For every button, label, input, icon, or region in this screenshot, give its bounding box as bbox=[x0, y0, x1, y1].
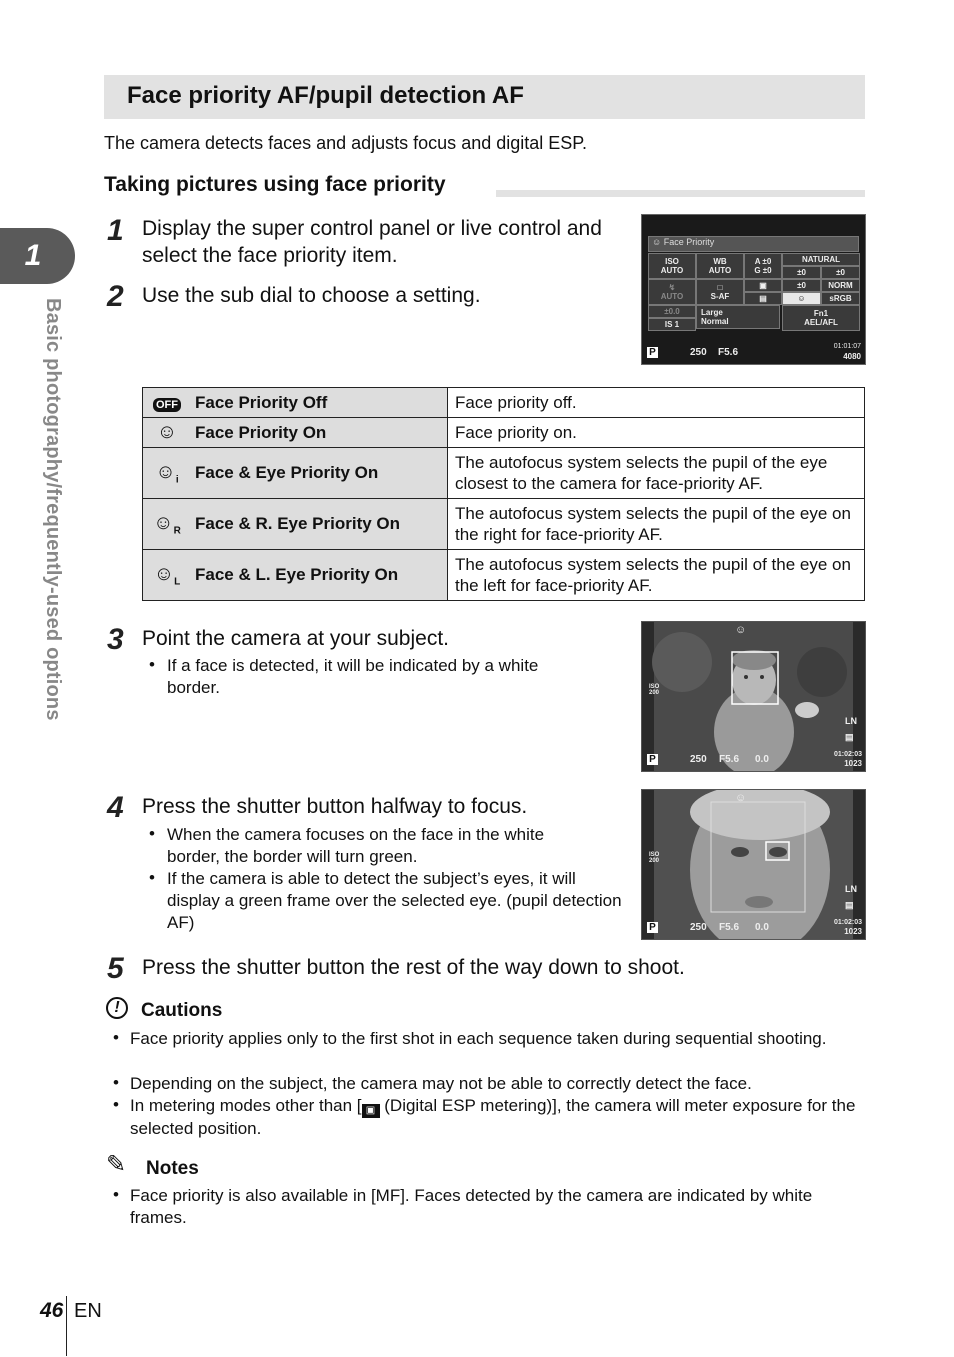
step-text: Press the shutter button halfway to focus. bbox=[142, 795, 528, 818]
shutter-speed: 250 bbox=[690, 754, 707, 765]
wb-cell: WB AUTO bbox=[696, 253, 744, 279]
table-row bbox=[143, 388, 865, 418]
face-eye-icon: ☺ bbox=[735, 792, 747, 804]
flash-cell: ↯ AUTO bbox=[648, 279, 696, 305]
step-number: 3 bbox=[107, 623, 124, 656]
shutter-speed: 250 bbox=[690, 347, 707, 358]
mode-badge: P bbox=[647, 922, 658, 933]
caution-icon: ! bbox=[106, 997, 128, 1019]
shots-remaining: 1023 bbox=[844, 927, 862, 936]
face-icon: ☺ bbox=[652, 237, 662, 247]
sharpness-cell: ±0 bbox=[782, 266, 821, 279]
recording-time: 01:02:03 bbox=[833, 919, 862, 926]
quality-icon: LN bbox=[845, 716, 857, 726]
step-text: Point the camera at your subject. bbox=[142, 627, 449, 650]
color-space-cell: sRGB bbox=[821, 292, 860, 305]
shots-remaining: 1023 bbox=[844, 759, 862, 768]
iso-cell: ISO AUTO bbox=[648, 253, 696, 279]
footer-divider bbox=[66, 1296, 67, 1356]
fn-cell: Fn1 AEL/AFL bbox=[782, 305, 860, 331]
image-quality-cell: Large Normal bbox=[696, 305, 780, 329]
page-number: 46 bbox=[40, 1299, 64, 1322]
drive-icon: ▤ bbox=[845, 732, 854, 742]
aperture: F5.6 bbox=[719, 922, 740, 933]
step-number: 4 bbox=[107, 791, 124, 824]
exposure-comp: 0.0 bbox=[755, 754, 769, 765]
contrast-cell: ±0 bbox=[821, 266, 860, 279]
face-l-eye-icon: $☺_L$ bbox=[143, 550, 192, 601]
mode-badge: P bbox=[647, 754, 658, 765]
quality-icon: LN bbox=[845, 884, 857, 894]
cautions-heading: Cautions bbox=[141, 1000, 223, 1021]
shots-remaining: 4080 bbox=[843, 352, 861, 361]
mode-badge: P bbox=[647, 347, 658, 358]
iso-indicator: ISO 200 bbox=[649, 684, 660, 696]
iso-indicator: ISO 200 bbox=[649, 852, 660, 864]
face-eye-icon: ☺ bbox=[735, 624, 747, 636]
bullet-text: When the camera focuses on the face in the white border, the border will turn green. bbox=[167, 825, 545, 866]
step-number: 2 bbox=[107, 280, 124, 313]
exposure-comp: 0.0 bbox=[755, 922, 769, 933]
option-name: Face & Eye Priority On bbox=[191, 448, 448, 499]
recording-time: 01:01:07 bbox=[833, 343, 861, 350]
live-view-photo-face-detected bbox=[641, 621, 866, 772]
flash-comp-cell: ±0.0 bbox=[648, 305, 696, 318]
aperture: F5.6 bbox=[719, 754, 740, 765]
caution-item: Face priority applies only to the first shot in each sequence taken during sequential shooting. bbox=[130, 1029, 827, 1048]
table-row bbox=[143, 550, 865, 601]
option-name: Face & R. Eye Priority On bbox=[191, 499, 448, 550]
recording-time: 01:02:03 bbox=[833, 751, 862, 758]
bullet-text: If the camera is able to detect the subject’s eyes, it will display a green frame over the selected eye. (pupil detection AF) bbox=[167, 869, 622, 932]
face-eye-icon: $☺_i$ bbox=[143, 448, 192, 499]
drive-icon: ▤ bbox=[845, 900, 854, 910]
notes-heading: Notes bbox=[146, 1158, 199, 1179]
face-priority-header: ☺ Face Priority bbox=[652, 237, 715, 247]
step-text: Press the shutter button the rest of the way down to shoot. bbox=[142, 956, 685, 979]
picture-mode-cell: NATURAL bbox=[782, 253, 860, 266]
drive-cell: ▤ bbox=[744, 292, 782, 305]
option-desc: The autofocus system selects the pupil of the eye closest to the camera for face-priority AF. bbox=[448, 448, 865, 499]
bullet-text: If a face is detected, it will be indicated by a white border. bbox=[167, 656, 539, 697]
table-row bbox=[143, 499, 865, 550]
wb-shift-cell: A ±0 G ±0 bbox=[744, 253, 782, 279]
table-row bbox=[143, 448, 865, 499]
step-text: Display the super control panel or live control and select the face priority item. bbox=[142, 217, 602, 267]
is-cell: IS 1 bbox=[648, 318, 696, 331]
option-name: Face Priority Off bbox=[191, 388, 448, 418]
metering-cell: ▣ bbox=[744, 279, 782, 292]
chapter-label: Basic photography/frequently-used options bbox=[42, 298, 64, 721]
option-desc: Face priority on. bbox=[448, 418, 865, 448]
face-off-icon: OFF bbox=[143, 388, 192, 418]
caution-item: In metering modes other than [ ▣ (Digital ESP metering)], the camera will meter exposure for the selected position. bbox=[130, 1096, 856, 1138]
gradation-cell: NORM bbox=[821, 279, 860, 292]
option-desc: Face priority off. bbox=[448, 388, 865, 418]
language-label: EN bbox=[74, 1300, 102, 1322]
shutter-speed: 250 bbox=[690, 922, 707, 933]
face-r-eye-icon: $☺_R$ bbox=[143, 499, 192, 550]
face-on-icon: ☺ bbox=[143, 418, 192, 448]
subheading: Taking pictures using face priority bbox=[104, 173, 446, 196]
table-row bbox=[143, 418, 865, 448]
option-desc: The autofocus system selects the pupil of the eye on the right for face-priority AF. bbox=[448, 499, 865, 550]
saturation-cell: ±0 bbox=[782, 279, 821, 292]
face-priority-options-table bbox=[142, 387, 865, 601]
af-mode-cell: □ S-AF bbox=[696, 279, 744, 305]
chapter-number: 1 bbox=[24, 239, 42, 272]
option-name: Face & L. Eye Priority On bbox=[191, 550, 448, 601]
step-number: 5 bbox=[107, 952, 124, 985]
step-text: Use the sub dial to choose a setting. bbox=[142, 284, 481, 307]
live-view-photo-eye-detected bbox=[641, 789, 866, 940]
super-control-panel-image bbox=[641, 214, 866, 365]
digital-esp-metering-icon: ▣ bbox=[362, 1104, 380, 1118]
option-desc: The autofocus system selects the pupil of the eye on the left for face-priority AF. bbox=[448, 550, 865, 601]
face-priority-selected-cell: ☺ bbox=[782, 292, 821, 305]
page-title: Face priority AF/pupil detection AF bbox=[127, 82, 524, 109]
aperture: F5.6 bbox=[718, 347, 739, 358]
note-item: Face priority is also available in [MF]. Faces detected by the camera are indicated by white frames. bbox=[130, 1186, 813, 1227]
caution-item: Depending on the subject, the camera may not be able to correctly detect the face. bbox=[130, 1074, 752, 1093]
notes-pencil-icon: ✎ bbox=[106, 1151, 127, 1178]
intro-text: The camera detects faces and adjusts focus and digital ESP. bbox=[104, 133, 587, 153]
option-name: Face Priority On bbox=[191, 418, 448, 448]
step-number: 1 bbox=[107, 214, 124, 247]
